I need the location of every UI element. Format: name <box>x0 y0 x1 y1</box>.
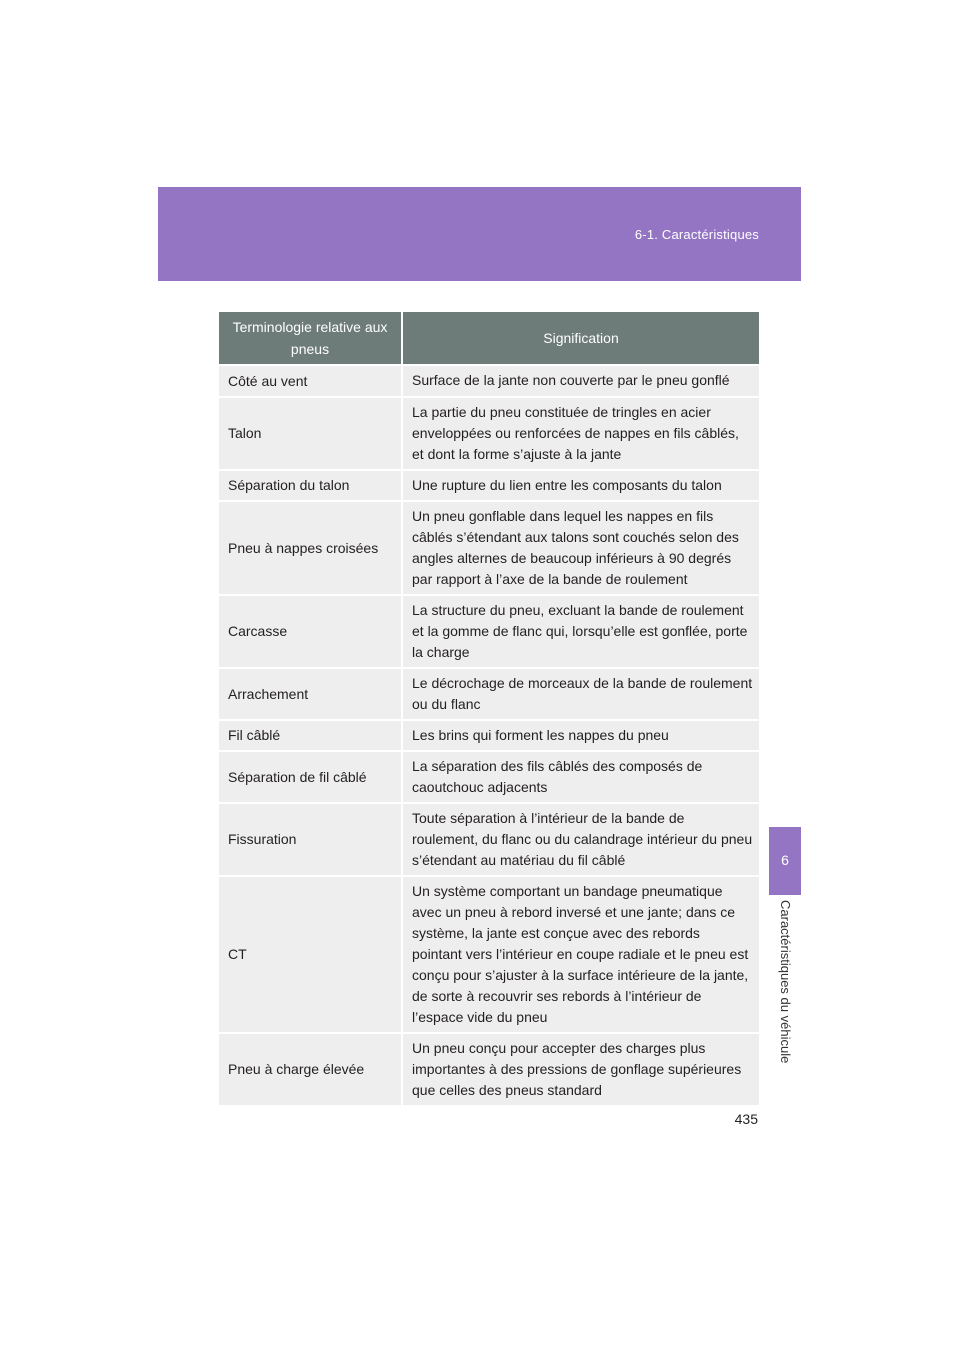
term-cell: Pneu à nappes croisées <box>219 501 402 595</box>
term-cell: Talon <box>219 397 402 470</box>
term-cell: Séparation de fil câblé <box>219 751 402 803</box>
term-cell: CT <box>219 876 402 1033</box>
meaning-cell: Surface de la jante non couverte par le pneu gonflé <box>402 365 759 397</box>
table-row <box>219 751 759 803</box>
meaning-cell: La séparation des fils câblés des composés de caoutchouc adjacents <box>402 751 759 803</box>
term-cell: Côté au vent <box>219 365 402 397</box>
term-cell: Carcasse <box>219 595 402 668</box>
page-number: 435 <box>734 1111 758 1127</box>
term-cell: Arrachement <box>219 668 402 720</box>
meaning-cell: Toute séparation à l’intérieur de la bande de roulement, du flanc ou du calandrage intérieur du pneu s’étendant au matériau du fil câblé <box>402 803 759 876</box>
meaning-cell: La partie du pneu constituée de tringles en acier enveloppées ou renforcées de nappes en fils câblés, et dont la forme s’ajuste à la jante <box>402 397 759 470</box>
chapter-tab <box>769 827 801 895</box>
term-cell: Fil câblé <box>219 720 402 751</box>
chapter-title: Caractéristiques du véhicule <box>778 900 793 1064</box>
table-row <box>219 876 759 1033</box>
chapter-number: 6 <box>781 852 789 868</box>
section-header-band <box>158 187 801 281</box>
table-header-row <box>219 312 759 365</box>
column-header-meaning: Signification <box>402 312 759 365</box>
meaning-cell: Le décrochage de morceaux de la bande de roulement ou du flanc <box>402 668 759 720</box>
table-row <box>219 397 759 470</box>
meaning-cell: Une rupture du lien entre les composants du talon <box>402 470 759 501</box>
table-row <box>219 668 759 720</box>
table-row <box>219 1033 759 1105</box>
meaning-cell: Un pneu gonflable dans lequel les nappes en fils câblés s’étendant aux talons sont couchés selon des angles alternes de beaucoup inférieurs à 90 degrés par rapport à l’axe de la bande de roulement <box>402 501 759 595</box>
term-cell: Fissuration <box>219 803 402 876</box>
table-row <box>219 470 759 501</box>
table-row <box>219 803 759 876</box>
term-cell: Séparation du talon <box>219 470 402 501</box>
tire-terminology-table <box>219 312 759 1105</box>
meaning-cell: Un système comportant un bandage pneumatique avec un pneu à rebord inversé et une jante; dans ce système, la jante est conçue avec des rebords pointant vers l’intérieur en coupe radiale et le pneu est conçu pour s’ajuster à la surface intérieure de la jante, de sorte à recouvrir ses rebords à l’intérieur de l’espace vide du pneu <box>402 876 759 1033</box>
term-cell: Pneu à charge élevée <box>219 1033 402 1105</box>
table-row <box>219 720 759 751</box>
meaning-cell: La structure du pneu, excluant la bande de roulement et la gomme de flanc qui, lorsqu’elle est gonflée, porte la charge <box>402 595 759 668</box>
meaning-cell: Un pneu conçu pour accepter des charges plus importantes à des pressions de gonflage supérieures que celles des pneus standard <box>402 1033 759 1105</box>
section-title: 6-1. Caractéristiques <box>634 227 759 242</box>
table-row <box>219 595 759 668</box>
column-header-term: Terminologie relative aux pneus <box>219 312 402 365</box>
table-row <box>219 365 759 397</box>
table-row <box>219 501 759 595</box>
meaning-cell: Les brins qui forment les nappes du pneu <box>402 720 759 751</box>
